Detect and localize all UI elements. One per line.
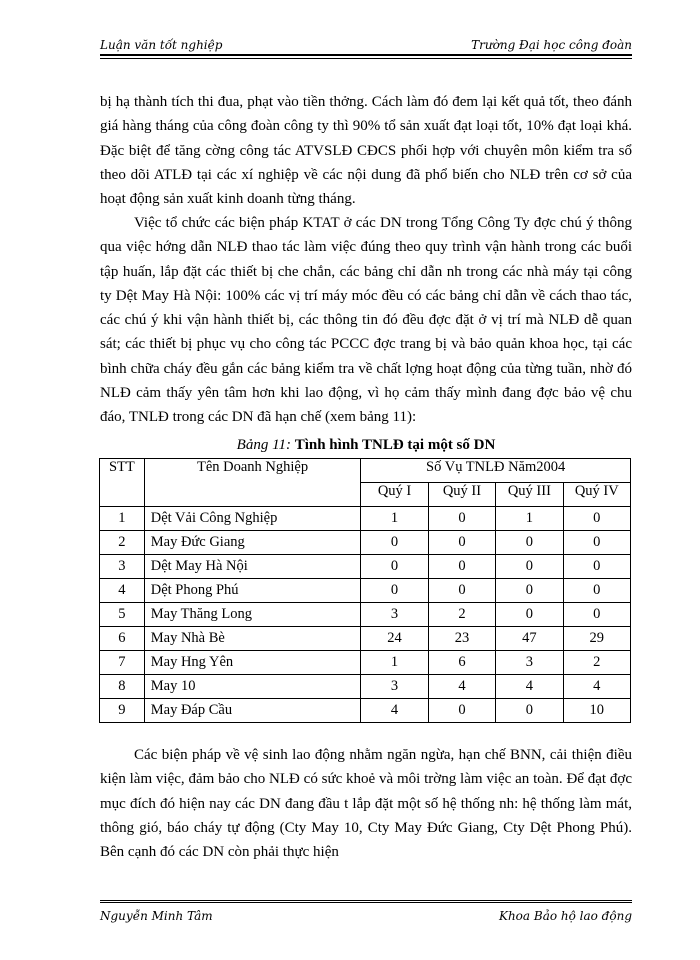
cell-q4: 2 — [563, 651, 630, 675]
cell-stt: 9 — [100, 699, 145, 723]
cell-q2: 0 — [428, 531, 495, 555]
paragraph-3-text: Các biện pháp về vệ sinh lao động nhằm ngăn ngừa, hạn chế BNN, cải thiện điều kiện làm việc, đảm bảo cho NLĐ có sức khoẻ và môi trờng làm việc an toàn. Để đạt đợc mục đích đó hiện nay các DN đang đầu t lắp đặt một số hệ thống nh: hệ thống làm mát, thông gió, báo cháy tự động (Cty May 10, Cty May Đức Giang, Cty Dệt Phong Phú). Bên cạnh đó các DN còn phải thực hiện — [100, 747, 632, 861]
cell-q4: 0 — [563, 531, 630, 555]
paragraph-2 — [100, 211, 632, 430]
cell-q2: 2 — [428, 603, 495, 627]
cell-stt: 4 — [100, 579, 145, 603]
cell-q1: 4 — [361, 699, 428, 723]
cell-q1: 3 — [361, 675, 428, 699]
cell-q1: 0 — [361, 531, 428, 555]
paragraph-1 — [100, 90, 632, 211]
page-header — [100, 30, 632, 56]
cell-stt: 8 — [100, 675, 145, 699]
cell-q2: 0 — [428, 555, 495, 579]
table-row — [100, 531, 631, 555]
cell-q2: 6 — [428, 651, 495, 675]
table-caption-title: Tình hình TNLĐ tại một số DN — [294, 437, 496, 453]
cell-name: Dệt Vải Công Nghiệp — [144, 507, 361, 531]
cell-q4: 4 — [563, 675, 630, 699]
table-row — [100, 507, 631, 531]
cell-q4: 29 — [563, 627, 630, 651]
cell-q3: 0 — [496, 531, 563, 555]
cell-q2: 0 — [428, 699, 495, 723]
paragraph-1-text: bị hạ thành tích thi đua, phạt vào tiền thởng. Cách làm đó đem lại kết quả tốt, theo đánh giá hàng tháng của công đoàn công ty thì 90% tổ sản xuất đạt loại tốt, 10% đạt loại khá. Đặc biệt để tăng cờng công tác ATVSLĐ CĐCS phối hợp với chuyên môn kiểm tra sổ theo dõi ATLĐ tại các xí nghiệp về các nội dung đã phổ biến cho NLĐ trên cơ sở của hoạt động sản xuất kinh doanh từng tháng. — [100, 94, 632, 208]
table-header-row — [100, 459, 631, 483]
cell-stt: 6 — [100, 627, 145, 651]
cell-q4: 0 — [563, 579, 630, 603]
table-row — [100, 603, 631, 627]
paragraph-3 — [100, 743, 632, 864]
table-caption — [100, 437, 632, 454]
table-row — [100, 651, 631, 675]
col-stt-header: STT — [100, 459, 145, 507]
footer-right-text: Khoa Bảo hộ lao động — [498, 909, 632, 923]
cell-q3: 0 — [496, 699, 563, 723]
table-row — [100, 627, 631, 651]
cell-q1: 24 — [361, 627, 428, 651]
cell-stt: 2 — [100, 531, 145, 555]
cell-name: May Đức Giang — [144, 531, 361, 555]
cell-stt: 1 — [100, 507, 145, 531]
cell-q2: 0 — [428, 579, 495, 603]
cell-q3: 4 — [496, 675, 563, 699]
col-name-header: Tên Doanh Nghiệp — [144, 459, 361, 507]
table-row — [100, 579, 631, 603]
cell-q2: 23 — [428, 627, 495, 651]
cell-stt: 3 — [100, 555, 145, 579]
table-caption-label: Bảng 11: — [236, 437, 291, 453]
header-rule — [100, 58, 632, 59]
cell-name: Dệt Phong Phú — [144, 579, 361, 603]
paragraph-2-text: Việc tổ chức các biện pháp KTAT ở các DN trong Tổng Công Ty đợc chú ý thông qua việc hớng dẫn NLĐ thao tác làm việc đúng theo quy trình vận hành trong các buổi tập huấn, lắp đặt các thiết bị che chắn, các bảng chỉ dẫn nh trong các nhà máy tại công ty Dệt May Hà Nội: 100% các vị trí máy móc đều có các bảng chỉ dẫn về cách thao tác, các chú ý khi vận hành thiết bị, các thông tin đó đều đợc đặt ở vị trí mà NLĐ dễ quan sát; các thiết bị phục vụ cho công tác PCCC đợc trang bị và bảo quản khoa học, tại các bình chữa cháy đều gắn các bảng kiểm tra về chất lợng hoạt động của từng tuần, nhờ đó NLĐ cảm thấy yên tâm hơn khi lao động, vì họ cảm thấy mình đang đợc bảo vệ chu đáo, TNLĐ trong các DN đã hạn chế (xem bảng 11): — [100, 215, 632, 426]
cell-q2: 4 — [428, 675, 495, 699]
col-q3-header: Quý III — [496, 483, 563, 507]
cell-stt: 5 — [100, 603, 145, 627]
header-right-text: Trường Đại học công đoàn — [471, 38, 632, 52]
page-footer — [100, 900, 632, 931]
cell-q4: 0 — [563, 603, 630, 627]
cell-q3: 47 — [496, 627, 563, 651]
cell-q1: 0 — [361, 555, 428, 579]
col-q1-header: Quý I — [361, 483, 428, 507]
cell-q1: 1 — [361, 507, 428, 531]
cell-q1: 3 — [361, 603, 428, 627]
table-row — [100, 675, 631, 699]
footer-left-text: Nguyễn Minh Tâm — [100, 909, 213, 923]
cell-q3: 3 — [496, 651, 563, 675]
cell-name: May Đáp Cầu — [144, 699, 361, 723]
col-q2-header: Quý II — [428, 483, 495, 507]
cell-q2: 0 — [428, 507, 495, 531]
cell-stt: 7 — [100, 651, 145, 675]
cell-name: Dệt May Hà Nội — [144, 555, 361, 579]
cell-q3: 0 — [496, 555, 563, 579]
cell-name: May Nhà Bè — [144, 627, 361, 651]
col-q4-header: Quý IV — [563, 483, 630, 507]
col-group-header: Số Vụ TNLĐ Năm2004 — [361, 459, 631, 483]
cell-q4: 10 — [563, 699, 630, 723]
cell-q1: 1 — [361, 651, 428, 675]
accident-table — [99, 458, 631, 723]
cell-q4: 0 — [563, 555, 630, 579]
cell-q3: 0 — [496, 603, 563, 627]
cell-name: May Hng Yên — [144, 651, 361, 675]
cell-name: May Thăng Long — [144, 603, 361, 627]
cell-q4: 0 — [563, 507, 630, 531]
table-row — [100, 555, 631, 579]
table-row — [100, 699, 631, 723]
cell-q1: 0 — [361, 579, 428, 603]
cell-name: May 10 — [144, 675, 361, 699]
header-left-text: Luận văn tốt nghiệp — [100, 38, 223, 52]
cell-q3: 1 — [496, 507, 563, 531]
cell-q3: 0 — [496, 579, 563, 603]
